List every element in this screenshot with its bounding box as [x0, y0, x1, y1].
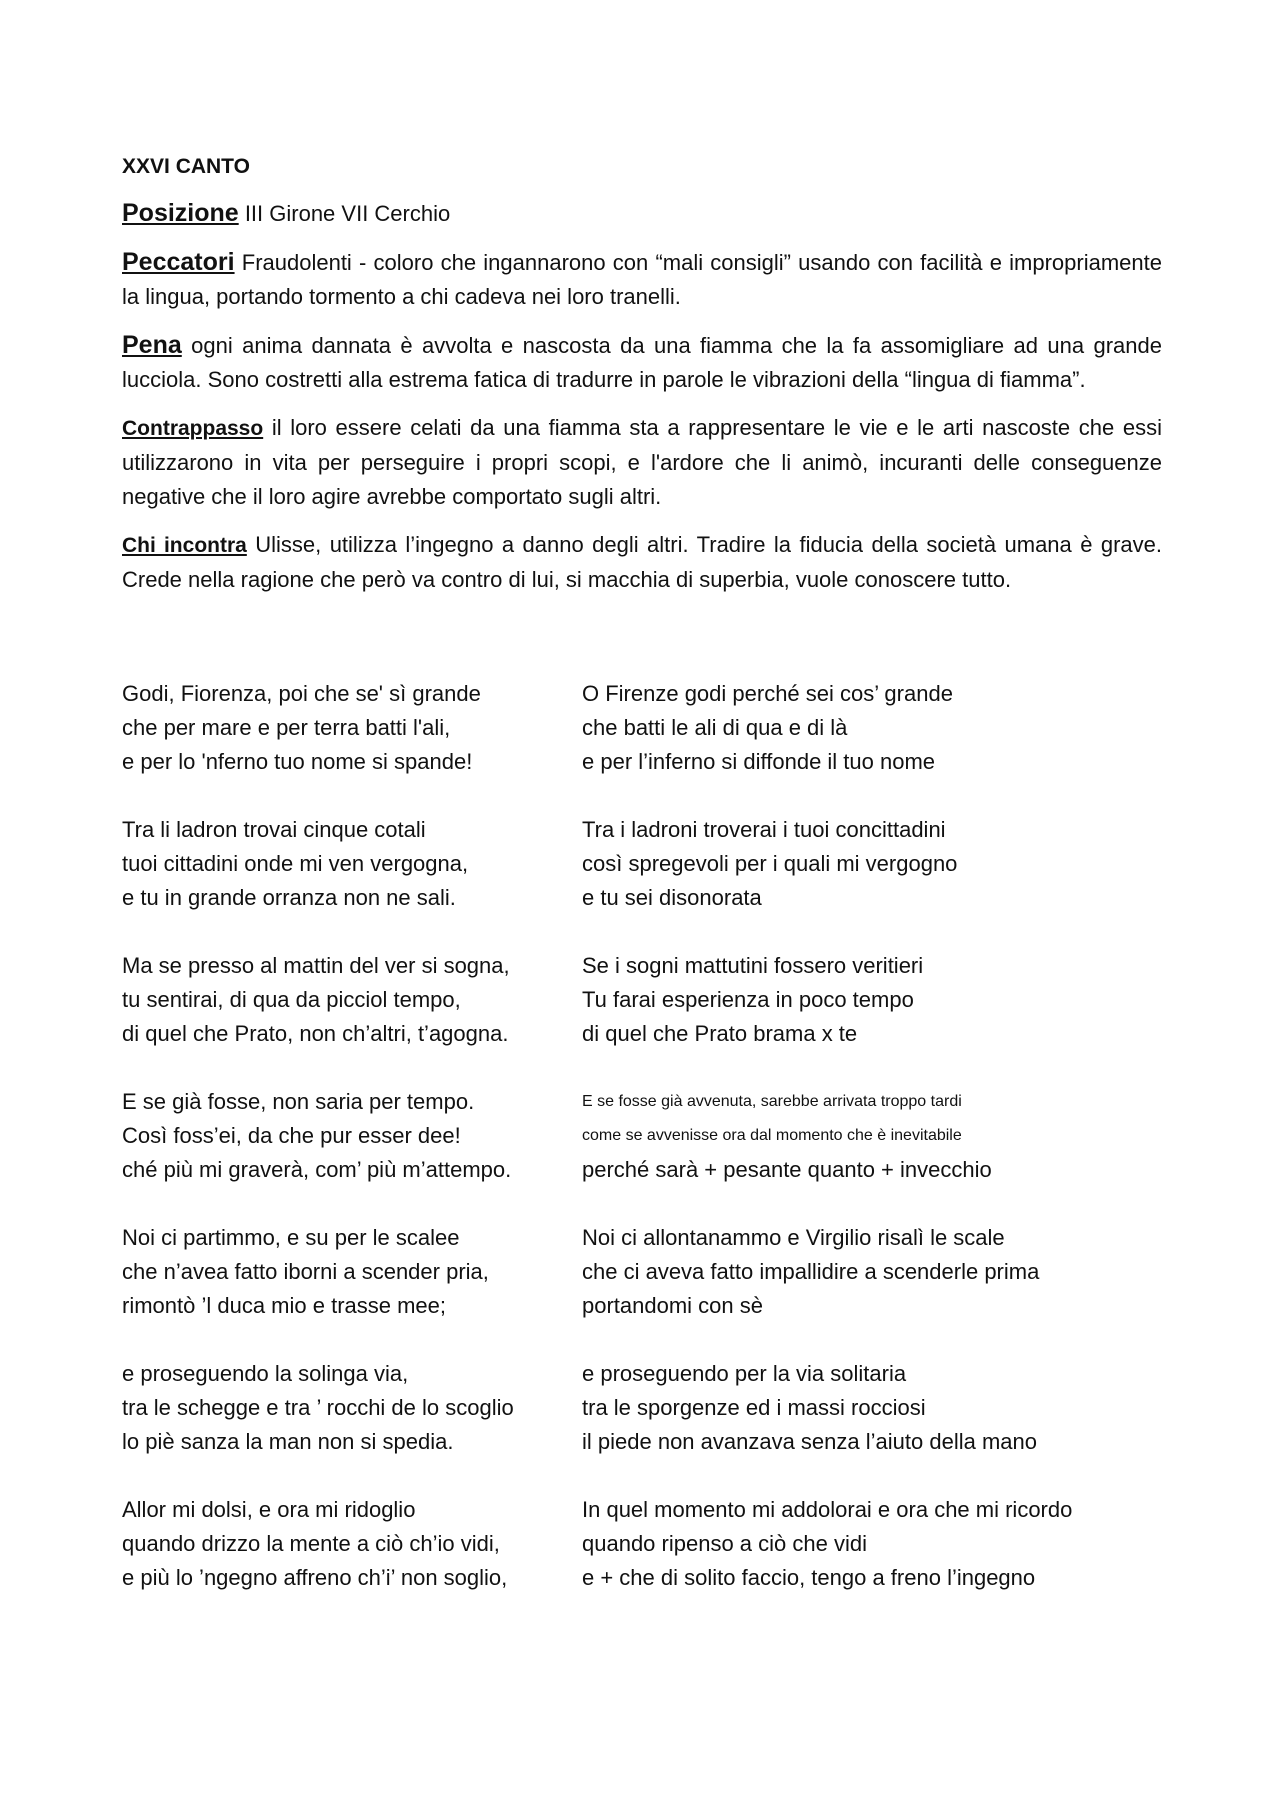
paraphrase-line: Se i sogni mattutini fossero veritieri	[582, 953, 924, 978]
paraphrase-stanza	[582, 1357, 1162, 1459]
paraphrase-line: e per l’inferno si diffonde il tuo nome	[582, 749, 936, 774]
verse-line: e più lo ’ngegno affreno ch’i’ non soglio,	[122, 1565, 508, 1590]
paraphrase-line: In quel momento mi addolorai e ora che mi ricordo	[582, 1497, 1073, 1522]
paraphrase-stanza	[582, 1221, 1162, 1323]
section-posizione	[122, 196, 1162, 231]
original-stanza	[122, 1221, 582, 1323]
original-stanza	[122, 1085, 582, 1187]
original-stanza	[122, 813, 582, 915]
paraphrase-line: e proseguendo per la via solitaria	[582, 1361, 907, 1386]
paraphrase-line: Tu farai esperienza in poco tempo	[582, 987, 914, 1012]
paraphrase-line: come se avvenisse ora dal momento che è inevitabile	[582, 1127, 962, 1144]
section-text: Ulisse, utilizza l’ingegno a danno degli altri. Tradire la fiducia della società umana è grave. Crede nella ragione che però va contro di lui, si macchia di superbia, vuole conoscere tutto.	[122, 532, 1162, 592]
original-stanza	[122, 1493, 582, 1595]
paraphrase-line: che batti le ali di qua e di là	[582, 715, 848, 740]
canto-title: XXVI CANTO	[122, 155, 250, 178]
original-stanza	[122, 677, 582, 779]
paraphrase-stanza	[582, 813, 1162, 915]
verse-line: rimontò ’l duca mio e trasse mee;	[122, 1293, 447, 1318]
section-text: ogni anima dannata è avvolta e nascosta da una fiamma che la fa assomigliare ad una grande lucciola. Sono costretti alla estrema fatica di tradurre in parole le vibrazioni della “lingua di fiamma”.	[122, 333, 1162, 392]
paraphrase-line: che ci aveva fatto impallidire a scenderle prima	[582, 1259, 1040, 1284]
verse-line: Tra li ladron trovai cinque cotali	[122, 817, 426, 842]
verse-line: tra le schegge e tra ’ rocchi de lo scoglio	[122, 1395, 514, 1420]
verse-line: quando drizzo la mente a ciò ch’io vidi,	[122, 1531, 500, 1556]
paraphrase-stanza	[582, 949, 1162, 1051]
paraphrase-line: il piede non avanzava senza l’aiuto della mano	[582, 1429, 1037, 1454]
verse-line: Allor mi dolsi, e ora mi ridoglio	[122, 1497, 416, 1522]
verse-line: lo piè sanza la man non si spedia.	[122, 1429, 454, 1454]
verse-line: Noi ci partimmo, e su per le scalee	[122, 1225, 460, 1250]
paraphrase-column	[582, 677, 1162, 1629]
verse-line: e proseguendo la solinga via,	[122, 1361, 409, 1386]
section-text: III Girone VII Cerchio	[244, 201, 451, 226]
paraphrase-line: Noi ci allontanammo e Virgilio risalì le scale	[582, 1225, 1005, 1250]
paraphrase-line: tra le sporgenze ed i massi rocciosi	[582, 1395, 926, 1420]
paraphrase-stanza	[582, 1493, 1162, 1595]
original-stanza	[122, 949, 582, 1051]
verse-line: tuoi cittadini onde mi ven vergogna,	[122, 851, 469, 876]
paraphrase-stanza	[582, 677, 1162, 779]
paraphrase-line: di quel che Prato brama x te	[582, 1021, 858, 1046]
paraphrase-line: portandomi con sè	[582, 1293, 763, 1318]
verse-line: E se già fosse, non saria per tempo.	[122, 1089, 475, 1114]
section-chi-incontra	[122, 528, 1162, 597]
verse-line: che n’avea fatto iborni a scender pria,	[122, 1259, 489, 1284]
verse-line: di quel che Prato, non ch’altri, t’agogna.	[122, 1021, 509, 1046]
document-content	[122, 150, 1162, 1629]
paraphrase-stanza	[582, 1085, 1162, 1187]
section-label: Pena	[122, 331, 182, 359]
verse-line: Ma se presso al mattin del ver si sogna,	[122, 953, 510, 978]
original-stanza	[122, 1357, 582, 1459]
verse-line: tu sentirai, di qua da picciol tempo,	[122, 987, 461, 1012]
paraphrase-line: O Firenze godi perché sei cos’ grande	[582, 681, 953, 706]
verse-line: Godi, Fiorenza, poi che se' sì grande	[122, 681, 481, 706]
paraphrase-line: Tra i ladroni troverai i tuoi concittadini	[582, 817, 946, 842]
section-label: Chi incontra	[122, 534, 247, 557]
section-text: Fraudolenti - coloro che ingannarono con “mali consigli” usando con facilità e impropriamente la lingua, portando tormento a chi cadeva nei loro tranelli.	[122, 250, 1162, 309]
verse-line: ché più mi graverà, com’ più m’attempo.	[122, 1157, 512, 1182]
section-peccatori	[122, 245, 1162, 314]
paraphrase-line: quando ripenso a ciò che vidi	[582, 1531, 867, 1556]
original-verses-column	[122, 677, 582, 1629]
section-pena	[122, 328, 1162, 397]
verse-line: Così foss’ei, da che pur esser dee!	[122, 1123, 461, 1148]
paraphrase-line: perché sarà + pesante quanto + invecchio	[582, 1157, 992, 1182]
verse-line: e per lo 'nferno tuo nome si spande!	[122, 749, 473, 774]
section-text: il loro essere celati da una fiamma sta a rappresentare le vie e le arti nascoste che essi utilizzarono in vita per perseguire i propri scopi, e l'ardore che li animò, incuranti delle conseguenze negative che il loro agire avrebbe comportato sugli altri.	[122, 415, 1162, 509]
section-label: Posizione	[122, 199, 239, 227]
section-label: Peccatori	[122, 248, 235, 276]
paraphrase-line: E se fosse già avvenuta, sarebbe arrivata troppo tardi	[582, 1093, 962, 1110]
paraphrase-line: e tu sei disonorata	[582, 885, 762, 910]
verses-table	[122, 677, 1162, 1629]
section-label: Contrappasso	[122, 417, 264, 440]
section-contrappasso	[122, 411, 1162, 514]
paraphrase-line: e + che di solito faccio, tengo a freno l’ingegno	[582, 1565, 1036, 1590]
verse-line: che per mare e per terra batti l'ali,	[122, 715, 451, 740]
paraphrase-line: così spregevoli per i quali mi vergogno	[582, 851, 958, 876]
verse-line: e tu in grande orranza non ne sali.	[122, 885, 456, 910]
